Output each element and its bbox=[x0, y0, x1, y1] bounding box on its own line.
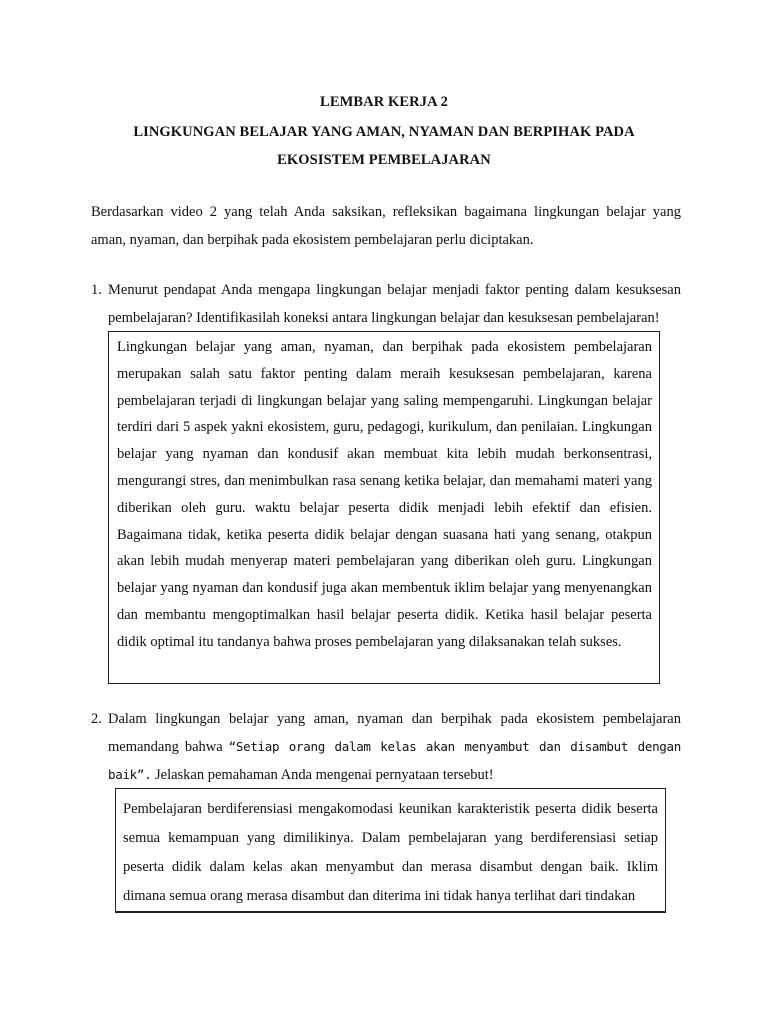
answer-box-1: Lingkungan belajar yang aman, nyaman, dan berpihak pada ekosistem pembelajaran merupakan salah satu faktor penting dalam meraih kesuksesan pembelajaran, karena pembelajaran terjadi di lingkungan belajar yang saling mempengaruhi. Lingkungan belajar terdiri dari 5 aspek yakni ekosistem, guru, pedagogi, kurikulum, dan penilaian. Lingkungan belajar yang nyaman dan kondusif akan membuat kita lebih mudah berkonsentrasi, mengurangi stres, dan menimbulkan rasa senang ketika belajar, dan memahami materi yang diberikan oleh guru. waktu belajar peserta didik menjadi lebih efektif dan efisien. Bagaimana tidak, ketika peserta didik belajar dengan suasana hati yang senang, otakpun akan lebih mudah menyerap materi pembelajaran yang diberikan oleh guru. Lingkungan belajar yang nyaman dan kondusif juga akan membentuk iklim belajar yang menyenangkan dan membantu mengoptimalkan hasil belajar peserta didik. Ketika hasil belajar peserta didik optimal itu tandanya bahwa proses pembelajaran yang dilaksanakan telah sukses. bbox=[108, 331, 660, 684]
question-2-quote: “Setiap orang dalam kelas akan menyambut dan disambut dengan baik”. bbox=[108, 739, 681, 782]
question-1 bbox=[91, 276, 681, 332]
question-1-text: Menurut pendapat Anda mengapa lingkungan belajar menjadi faktor penting dalam kesuksesan pembelajaran? Identifikasilah koneksi antara lingkungan belajar dan kesuksesan pembelajaran! bbox=[108, 282, 681, 326]
question-2-text bbox=[108, 705, 681, 789]
worksheet-subtitle-line1: LINGKUNGAN BELAJAR YANG AMAN, NYAMAN DAN BERPIHAK PADA bbox=[133, 124, 635, 140]
question-2 bbox=[91, 705, 681, 789]
question-2-text-after: Jelaskan pemahaman Anda mengenai pernyataan tersebut! bbox=[151, 767, 494, 783]
question-2-number: 2. bbox=[91, 711, 102, 727]
answer-box-2: Pembelajaran berdiferensiasi mengakomodasi keunikan karakteristik peserta didik beserta semua kemampuan yang dimilikinya. Dalam pembelajaran yang berdiferensiasi setiap peserta didik dalam kelas akan menyambut dan merasa disambut dengan baik. Iklim dimana semua orang merasa disambut dan diterima ini tidak hanya terlihat dari tindakan bbox=[115, 788, 666, 913]
worksheet-title: LEMBAR KERJA 2 bbox=[320, 94, 448, 110]
question-1-number: 1. bbox=[91, 282, 102, 298]
intro-paragraph: Berdasarkan video 2 yang telah Anda saksikan, refleksikan bagaimana lingkungan belajar yang aman, nyaman, dan berpihak pada ekosistem pembelajaran perlu diciptakan. bbox=[91, 204, 681, 248]
question-2-text-before: Dalam lingkungan belajar yang aman, nyaman dan berpihak pada ekosistem pembelajaran memandang bahwa bbox=[108, 711, 681, 755]
worksheet-subtitle-line2: EKOSISTEM PEMBELAJARAN bbox=[277, 152, 491, 168]
